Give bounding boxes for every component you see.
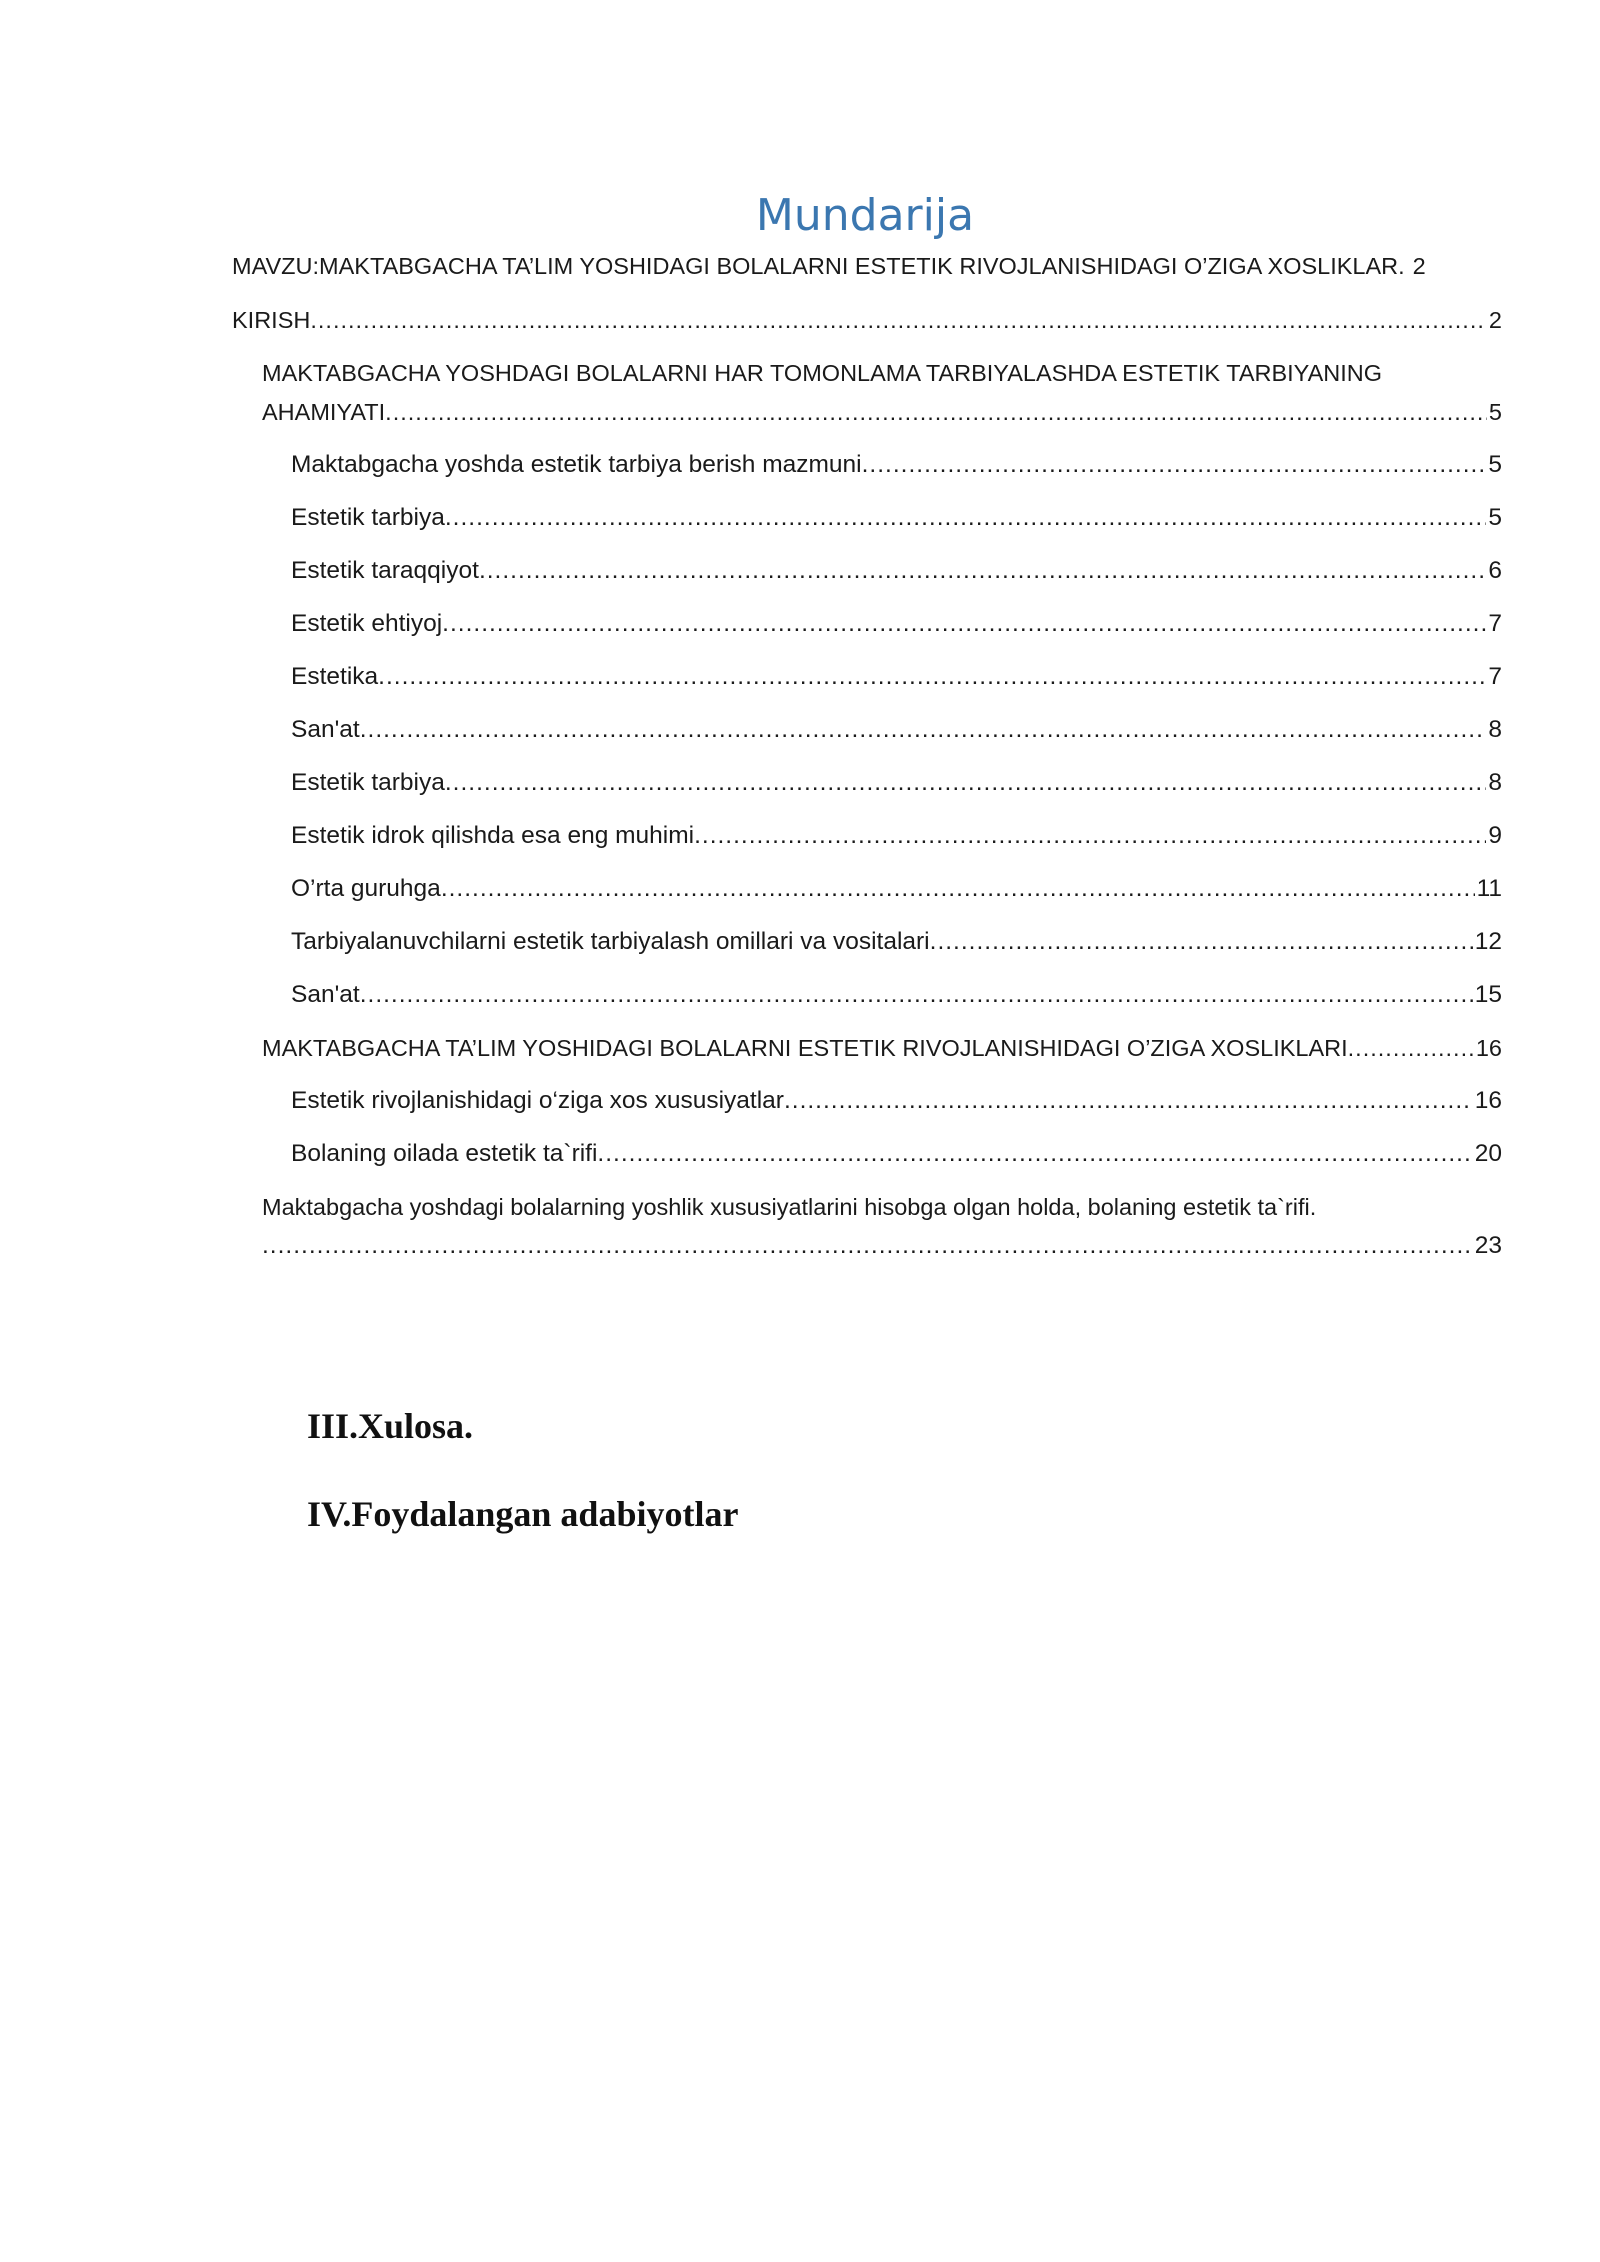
- toc-leader-dots: [694, 817, 1486, 855]
- toc-leader-dots: [445, 499, 1486, 537]
- toc-leader-dots: [310, 301, 1487, 339]
- toc-leader-dots: [442, 605, 1486, 643]
- toc-entry[interactable]: [291, 1135, 1502, 1173]
- toc-entry-text: Estetik idrok qilishda esa eng muhimi: [291, 822, 695, 849]
- toc-entry[interactable]: [262, 1227, 1502, 1265]
- toc-entry[interactable]: [291, 976, 1502, 1014]
- toc-entry-page: 8: [1488, 769, 1502, 796]
- toc-entry[interactable]: [291, 764, 1502, 802]
- toc-entry-text: Tarbiyalanuvchilarni estetik tarbiyalash omillari va vositalari: [291, 928, 930, 955]
- toc-entry[interactable]: [291, 870, 1502, 908]
- toc-leader-dots: [862, 446, 1487, 484]
- toc-entry-page: 20: [1474, 1140, 1502, 1167]
- toc-leader-dots: [445, 764, 1486, 802]
- toc-entry[interactable]: [291, 711, 1502, 749]
- toc-entry-text: Estetik taraqqiyot: [291, 557, 479, 584]
- toc-entry-text: MAVZU:MAKTABGACHA TA’LIM YOSHIDAGI BOLALARNI ESTETIK RIVOJLANISHIDAGI O’ZIGA XOSLIKLAR.: [232, 253, 1405, 279]
- toc-entry[interactable]: [232, 301, 1502, 339]
- toc-entry-page: 7: [1488, 610, 1502, 637]
- toc-entry-page: 12: [1474, 928, 1502, 955]
- toc-entry[interactable]: [291, 817, 1502, 855]
- toc-entry-page: 2: [1488, 307, 1502, 333]
- toc-leader-dots: [597, 1135, 1472, 1173]
- toc-entry[interactable]: [291, 1082, 1502, 1120]
- toc-entry[interactable]: [262, 1029, 1502, 1067]
- toc-entry-text: Maktabgacha yoshda estetik tarbiya berish mazmuni: [291, 451, 862, 478]
- toc-entry-text: Estetik tarbiya: [291, 769, 445, 796]
- toc-leader-dots: [441, 870, 1475, 908]
- toc-entry-page: 5: [1488, 504, 1502, 531]
- toc-entry-text: Estetika: [291, 663, 379, 690]
- toc-entry[interactable]: [291, 605, 1502, 643]
- toc-entry-text: Estetik tarbiya: [291, 504, 445, 531]
- toc-leader-dots: [479, 552, 1486, 590]
- toc-leader-dots: [378, 658, 1486, 696]
- toc-entry-page: 7: [1488, 663, 1502, 690]
- toc-entry-text: MAKTABGACHA YOSHDAGI BOLALARNI HAR TOMONLAMA TARBIYALASHDA ESTETIK TARBIYANING: [262, 360, 1383, 386]
- toc-entry[interactable]: [291, 658, 1502, 696]
- toc-entry[interactable]: [291, 552, 1502, 590]
- toc-leader-dots: [262, 1227, 1473, 1265]
- toc-leader-dots: [930, 923, 1473, 961]
- toc-entry-page: 9: [1488, 822, 1502, 849]
- toc-leader-dots: [784, 1082, 1473, 1120]
- toc-entry[interactable]: [262, 393, 1502, 431]
- toc-leader-dots: [385, 393, 1487, 431]
- toc-entry-page: 2: [1412, 253, 1426, 279]
- toc-entry-text: Bolaning oilada estetik ta`rifi: [291, 1140, 598, 1167]
- toc-entry-text: San'at: [291, 716, 360, 743]
- toc-entry-text: Maktabgacha yoshdagi bolalarning yoshlik xususiyatlarini hisobga olgan holda, bolaning estetik ta`rifi.: [262, 1194, 1317, 1220]
- toc-entry-text: KIRISH: [232, 307, 311, 333]
- toc-entry-page: 8: [1488, 716, 1502, 743]
- toc-entry[interactable]: [291, 499, 1502, 537]
- toc-entry-page: 11: [1476, 875, 1502, 902]
- toc-entry-text: AHAMIYATI: [262, 399, 386, 425]
- toc-entry-text: San'at: [291, 981, 360, 1008]
- toc-entry-page: 16: [1475, 1035, 1502, 1061]
- toc-entry-text: Estetik ehtiyoj: [291, 610, 443, 637]
- toc-entry-page: 5: [1488, 451, 1502, 478]
- toc-entry-page: 16: [1474, 1087, 1502, 1114]
- toc-leader-dots: [360, 976, 1473, 1014]
- toc-entry-text: O’rta guruhga: [291, 875, 441, 902]
- toc-entry-page: 6: [1488, 557, 1502, 584]
- toc-leader-dots: [360, 711, 1487, 749]
- toc-entry[interactable]: [291, 923, 1502, 961]
- toc-entry-page: 5: [1488, 399, 1502, 425]
- toc-entry[interactable]: [291, 446, 1502, 484]
- toc-entry-first-line[interactable]: [262, 1188, 1502, 1226]
- toc-entry-page: 15: [1474, 981, 1502, 1008]
- toc-leader-dots: [1348, 1029, 1474, 1067]
- toc-title: Mundarija: [755, 190, 975, 241]
- toc-entry-text: MAKTABGACHA TA’LIM YOSHIDAGI BOLALARNI ESTETIK RIVOJLANISHIDAGI O’ZIGA XOSLIKLARI: [262, 1035, 1348, 1061]
- toc-entry-text: Estetik rivojlanishidagi o‘ziga xos xususiyatlar: [291, 1087, 784, 1114]
- toc-entry[interactable]: [232, 247, 1502, 285]
- toc-entry-page: 23: [1474, 1232, 1502, 1259]
- references-heading: IV.Foydalangan adabiyotlar: [307, 1494, 739, 1534]
- toc-entry-first-line[interactable]: [262, 354, 1482, 392]
- conclusion-heading: III.Xulosa.: [307, 1406, 474, 1446]
